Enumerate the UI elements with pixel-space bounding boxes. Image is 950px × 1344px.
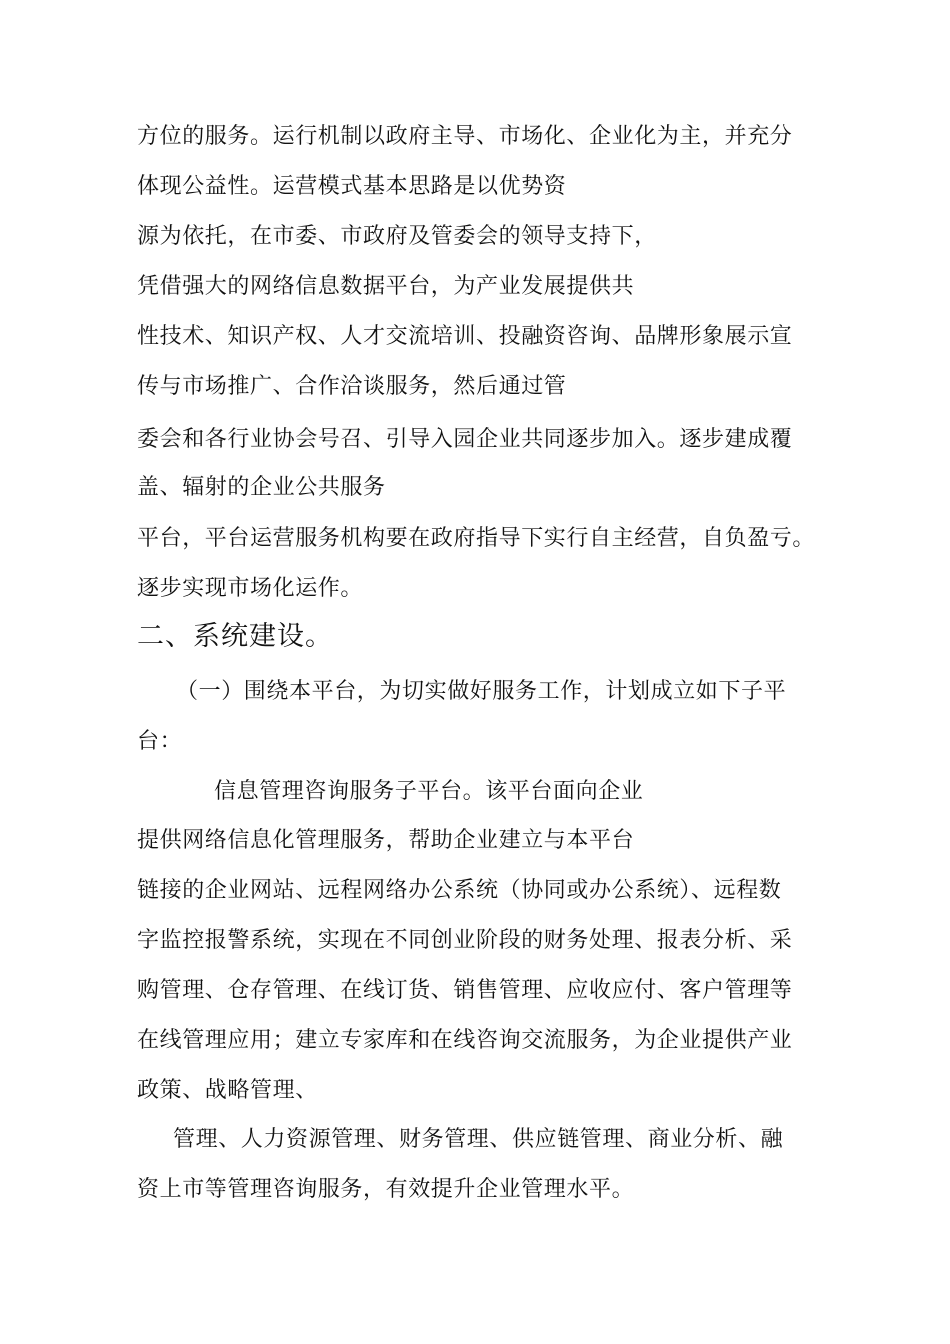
paragraph-line: 购管理、仓存管理、在线订货、销售管理、应收应付、客户管理等 — [137, 978, 793, 1003]
paragraph-line: 链接的企业网站、远程网络办公系统（协同或办公系统）、远程数 — [137, 878, 782, 903]
paragraph-line: 平台，平台运营服务机构要在政府指导下实行自主经营，自负盈亏。 — [137, 526, 816, 551]
paragraph-line: 性技术、知识产权、人才交流培训、投融资咨询、品牌形象展示宣 — [137, 324, 793, 349]
paragraph-line: 逐步实现市场化运作。 — [137, 576, 364, 601]
paragraph-line: 凭借强大的网络信息数据平台，为产业发展提供共 — [137, 274, 635, 299]
paragraph-line: 源为依托，在市委、市政府及管委会的领导支持下， — [137, 224, 657, 249]
paragraph-line: 提供网络信息化管理服务，帮助企业建立与本平台 — [137, 828, 635, 853]
paragraph-line: 政策、战略管理、 — [137, 1078, 318, 1103]
paragraph-line: 盖、辐射的企业公共服务 — [137, 475, 386, 500]
paragraph-line: 资上市等管理咨询服务，有效提升企业管理水平。 — [137, 1177, 635, 1202]
paragraph-line: 管理、人力资源管理、财务管理、供应链管理、商业分析、融 — [173, 1127, 784, 1152]
paragraph-line: 字监控报警系统，实现在不同创业阶段的财务处理、报表分析、采 — [137, 928, 793, 953]
paragraph-line: 台： — [137, 729, 183, 754]
section-heading: 二、系统建设。 — [137, 621, 333, 652]
paragraph-line: 方位的服务。运行机制以政府主导、市场化、企业化为主，并充分 — [137, 124, 793, 149]
paragraph-line: 在线管理应用；建立专家库和在线咨询交流服务，为企业提供产业 — [137, 1028, 793, 1053]
paragraph-line: 委会和各行业协会号召、引导入园企业共同逐步加入。逐步建成覆 — [137, 427, 793, 452]
paragraph-line: 体现公益性。运营模式基本思路是以优势资 — [137, 174, 567, 199]
paragraph-line: 传与市场推广、合作洽谈服务，然后通过管 — [137, 374, 567, 399]
paragraph-line: 信息管理咨询服务子平台。该平台面向企业 — [214, 779, 644, 804]
paragraph-line: （一）围绕本平台，为切实做好服务工作，计划成立如下子平 — [176, 679, 787, 704]
